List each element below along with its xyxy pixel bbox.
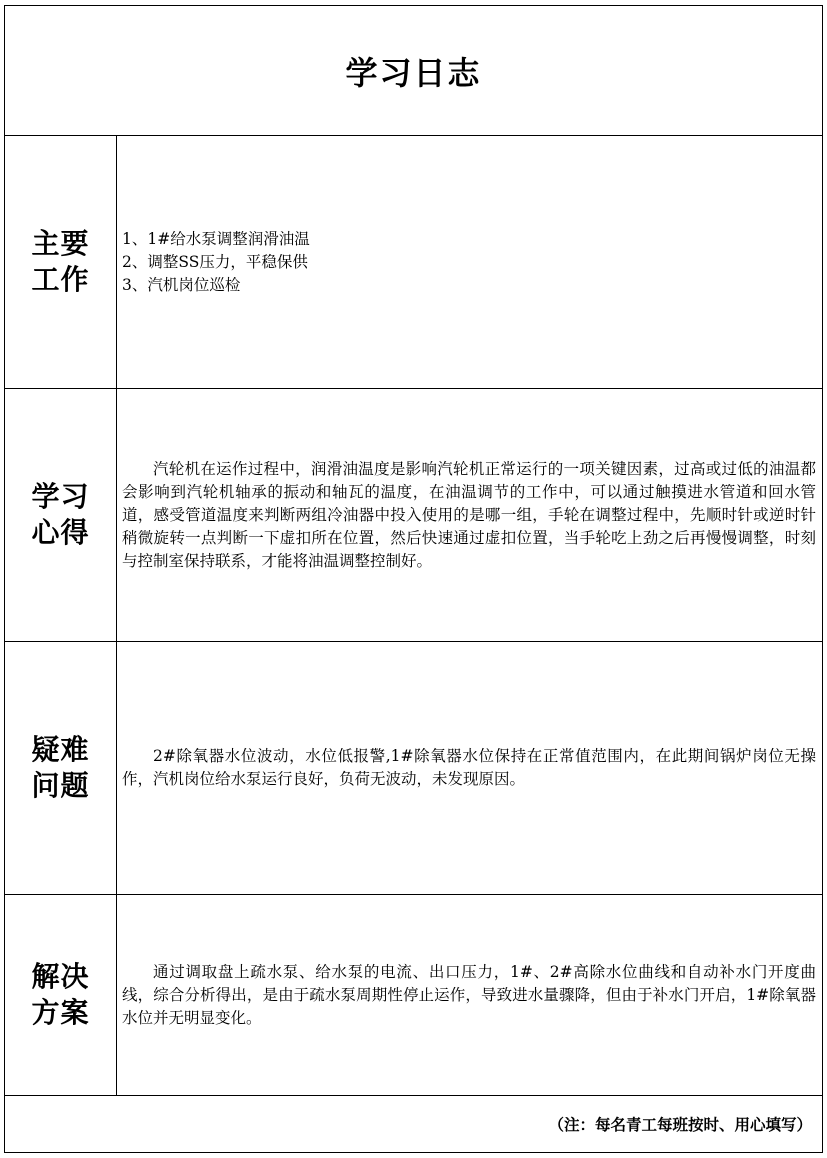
section-paragraph: 汽轮机在运作过程中，润滑油温度是影响汽轮机正常运行的一项关键因素，过高或过低的油温都会影响到汽轮机轴承的振动和轴瓦的温度，在油温调节的工作中，可以通过触摸进水管道和回水管道，感受管道温度来判断两组冷油器中投入使用的是哪一组，手轮在调整过程中，先顺时针或逆时针稍微旋转一点判断一下虚扣所在位置，然后快速通过虚扣位置，当手轮吃上劲之后再慢慢调整，时刻与控制室保持联系，才能将油温调整控制好。 [122, 459, 816, 570]
work-item: 2、调整SS压力，平稳保供 [122, 252, 308, 271]
section-content [118, 895, 820, 1095]
section-learning [5, 389, 822, 642]
section-paragraph: 2#除氧器水位波动，水位低报警,1#除氧器水位保持在正常值范围内，在此期间锅炉岗位无操作，汽机岗位给水泵运行良好，负荷无波动，未发现原因。 [122, 747, 816, 788]
section-label-line2: 工作 [31, 263, 90, 296]
section-label [5, 895, 117, 1095]
section-content [118, 136, 820, 388]
page-title: 学习日志 [345, 53, 482, 92]
work-item: 3、汽机岗位巡检 [122, 275, 241, 294]
section-label [5, 642, 117, 894]
section-content [118, 642, 820, 894]
footer-note: （注：每名青工每班按时、用心填写） [548, 1114, 812, 1134]
title-row [5, 6, 822, 136]
section-label-line2: 方案 [31, 996, 90, 1029]
section-label-line2: 问题 [31, 769, 90, 802]
section-paragraph: 通过调取盘上疏水泵、给水泵的电流、出口压力，1#、2#高除水位曲线和自动补水门开度曲线，综合分析得出，是由于疏水泵周期性停止运作，导致进水量骤降，但由于补水门开启，1#除氧器水位并无明显变化。 [122, 962, 816, 1027]
section-label [5, 389, 117, 641]
section-label [5, 136, 117, 388]
section-label-line1: 主要 [31, 227, 90, 260]
section-problems [5, 642, 822, 895]
section-main-work [5, 136, 822, 389]
section-label-line1: 疑难 [31, 733, 90, 766]
log-sheet [4, 5, 823, 1153]
section-label-line1: 学习 [31, 480, 90, 513]
section-label-line1: 解决 [31, 960, 90, 993]
work-item: 1、1#给水泵调整润滑油温 [122, 229, 310, 248]
section-label-line2: 心得 [31, 516, 90, 549]
section-content [118, 389, 820, 641]
section-solution [5, 895, 822, 1096]
